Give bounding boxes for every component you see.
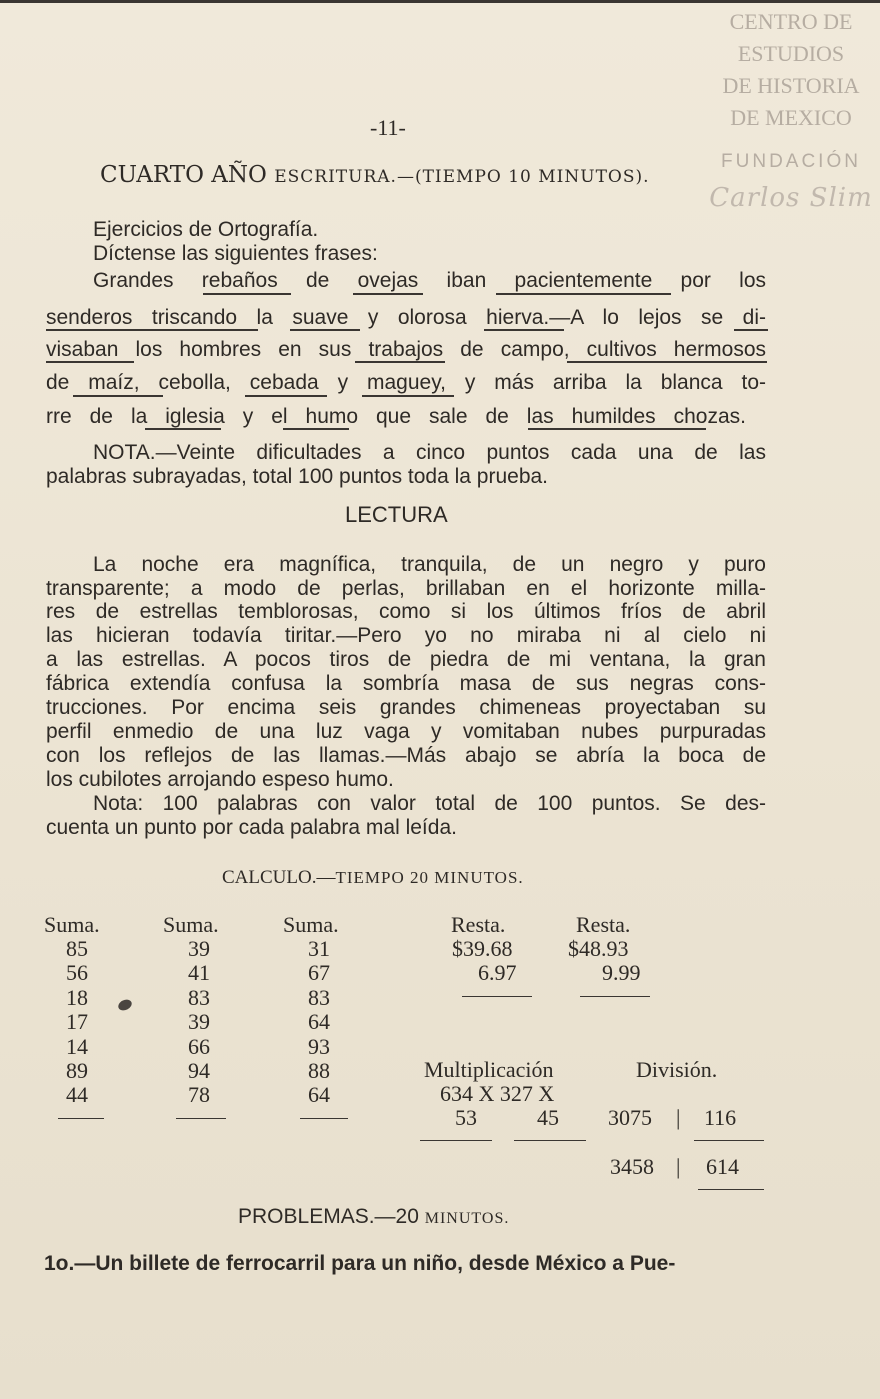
division-rule	[698, 1189, 764, 1190]
lectura-line: fábrica extendía confusa la sombría masa de sus negras cons-	[46, 672, 766, 695]
suma-value: 44	[66, 1082, 88, 1108]
underline	[290, 329, 360, 331]
lectura-line: res de estrellas temblorosas, como si los últimos fríos de abril	[46, 600, 766, 623]
suma-value: 14	[66, 1033, 88, 1059]
underline	[46, 329, 258, 331]
heading-sub: ESCRITURA.—(TIEMPO 10 MINUTOS).	[274, 167, 650, 187]
lectura-line: las hicieran todavía tiritar.—Pero yo no miraba ni al cielo ni	[46, 624, 766, 647]
multiplicacion-rule	[420, 1140, 492, 1141]
suma-header: Suma.	[44, 912, 100, 937]
suma-rule	[176, 1118, 226, 1119]
suma-value: 78	[188, 1082, 210, 1108]
resta-header: Resta.	[451, 912, 506, 937]
archive-watermark	[706, 6, 876, 214]
underline	[567, 361, 767, 363]
watermark-signature: Carlos Slim	[709, 183, 873, 213]
suma-value: 64	[308, 1009, 330, 1035]
suma-value: 41	[188, 960, 210, 986]
lectura-line: La noche era magnífica, tranquila, de un negro y puro	[93, 553, 766, 576]
watermark-line: ESTUDIOS	[737, 41, 845, 66]
division-bar: |	[676, 1154, 681, 1179]
suma-value: 39	[188, 1009, 210, 1035]
division-bar: |	[676, 1105, 681, 1130]
underline	[283, 428, 349, 430]
division-dividend: 3075	[608, 1105, 652, 1130]
suma-value: 89	[66, 1058, 88, 1083]
escritura-line: Ejercicios de Ortografía.	[93, 218, 319, 241]
underline	[203, 293, 291, 295]
resta-header: Resta.	[576, 912, 631, 937]
resta-value: 6.97	[478, 960, 517, 985]
lectura-line: perfil enmedio de una luz vaga y vomitaban nubes purpuradas	[46, 720, 766, 743]
multiplicacion-value: 45	[537, 1105, 559, 1130]
suma-value: 67	[308, 960, 330, 986]
multiplicacion-row: 634 X 327 X	[440, 1081, 555, 1106]
watermark-line: DE MEXICO	[730, 105, 852, 130]
nota-line: NOTA.—Veinte dificultades a cinco puntos cada una de las	[93, 441, 766, 464]
underline	[734, 329, 768, 331]
escritura-line: Grandes rebaños de ovejas iban pacientemente por los	[93, 269, 766, 292]
resta-value: $48.93	[568, 936, 629, 961]
suma-rule	[300, 1118, 348, 1119]
page-edge	[0, 0, 880, 3]
underline	[528, 428, 706, 430]
ink-stain	[117, 998, 134, 1013]
problemas-title-b: MINUTOS.	[424, 1210, 510, 1227]
lectura-line: a las estrellas. A pocos tiros de piedra de mi ventana, la gran	[46, 648, 766, 671]
problema-line: 1o.—Un billete de ferrocarril para un niño, desde México a Pue-	[44, 1252, 676, 1275]
calculo-title-a: CALCULO.—	[222, 867, 336, 888]
lectura-line: con los reflejos de las llamas.—Más abajo se abría la boca de	[46, 744, 766, 767]
heading-main: CUARTO AÑO	[100, 162, 267, 188]
lectura-line: transparente; a modo de perlas, brillaban en el horizonte milla-	[46, 577, 766, 600]
suma-header: Suma.	[283, 912, 339, 937]
underline	[496, 293, 671, 295]
multiplicacion-header: Multiplicación	[424, 1057, 554, 1082]
watermark-fundacion: FUNDACIÓN	[721, 151, 861, 172]
suma-value: 88	[308, 1058, 330, 1083]
suma-value: 83	[308, 984, 330, 1010]
resta-value: 9.99	[602, 960, 641, 985]
suma-value: 85	[66, 936, 88, 961]
problemas-title-a: PROBLEMAS.—20	[238, 1205, 419, 1228]
nota-line: palabras subrayadas, total 100 puntos toda la prueba.	[46, 465, 549, 488]
escritura-line: visaban los hombres en sus trabajos de campo, cultivos hermosos	[46, 338, 766, 361]
suma-value: 64	[308, 1082, 330, 1108]
underline	[73, 395, 163, 397]
underline	[145, 428, 221, 430]
watermark-line: CENTRO DE	[729, 9, 853, 34]
multiplicacion-rule	[514, 1140, 586, 1141]
suma-value: 66	[188, 1033, 210, 1059]
underline	[353, 293, 423, 295]
section-heading	[100, 163, 650, 189]
suma-value: 56	[66, 960, 88, 986]
suma-value: 39	[188, 936, 210, 961]
suma-value: 18	[66, 984, 88, 1010]
underline	[245, 395, 327, 397]
lectura-nota-line: Nota: 100 palabras con valor total de 100 puntos. Se des-	[93, 792, 766, 815]
escritura-line: senderos triscando la suave y olorosa hierva.—A lo lejos se di-	[46, 306, 766, 329]
division-header: División.	[636, 1057, 718, 1082]
escritura-line: Díctense las siguientes frases:	[93, 242, 378, 265]
calculo-title	[222, 866, 524, 890]
division-divisor: 116	[704, 1105, 737, 1130]
underline	[355, 361, 445, 363]
multiplicacion-value: 53	[455, 1105, 477, 1130]
underline	[362, 395, 454, 397]
lectura-line: los cubilotes arrojando espeso humo.	[46, 768, 394, 791]
suma-value: 93	[308, 1033, 330, 1059]
suma-value: 31	[308, 936, 330, 961]
escritura-line: de maíz, cebolla, cebada y maguey, y más arriba la blanca to-	[46, 371, 766, 394]
watermark-line: DE HISTORIA	[722, 73, 860, 98]
underline	[484, 329, 564, 331]
suma-value: 83	[188, 984, 210, 1010]
problemas-title	[238, 1205, 509, 1231]
underline	[46, 361, 134, 363]
lectura-nota-line: cuenta un punto por cada palabra mal leída.	[46, 816, 457, 839]
resta-value: $39.68	[452, 936, 513, 961]
suma-rule	[58, 1118, 104, 1119]
resta-rule	[580, 996, 650, 997]
suma-value: 94	[188, 1058, 210, 1083]
lectura-title: LECTURA	[345, 502, 448, 527]
lectura-line: trucciones. Por encima seis grandes chimeneas proyectaban su	[46, 696, 766, 719]
suma-value: 17	[66, 1009, 88, 1035]
resta-rule	[462, 996, 532, 997]
page-number: -11-	[370, 115, 406, 140]
division-dividend: 3458	[610, 1154, 654, 1179]
division-divisor: 614	[706, 1154, 739, 1179]
division-rule	[694, 1140, 764, 1141]
suma-header: Suma.	[163, 912, 219, 937]
escritura-line: rre de la iglesia y el humo que sale de las humildes chozas.	[46, 405, 746, 428]
calculo-title-b: TIEMPO 20 MINUTOS.	[335, 868, 524, 887]
